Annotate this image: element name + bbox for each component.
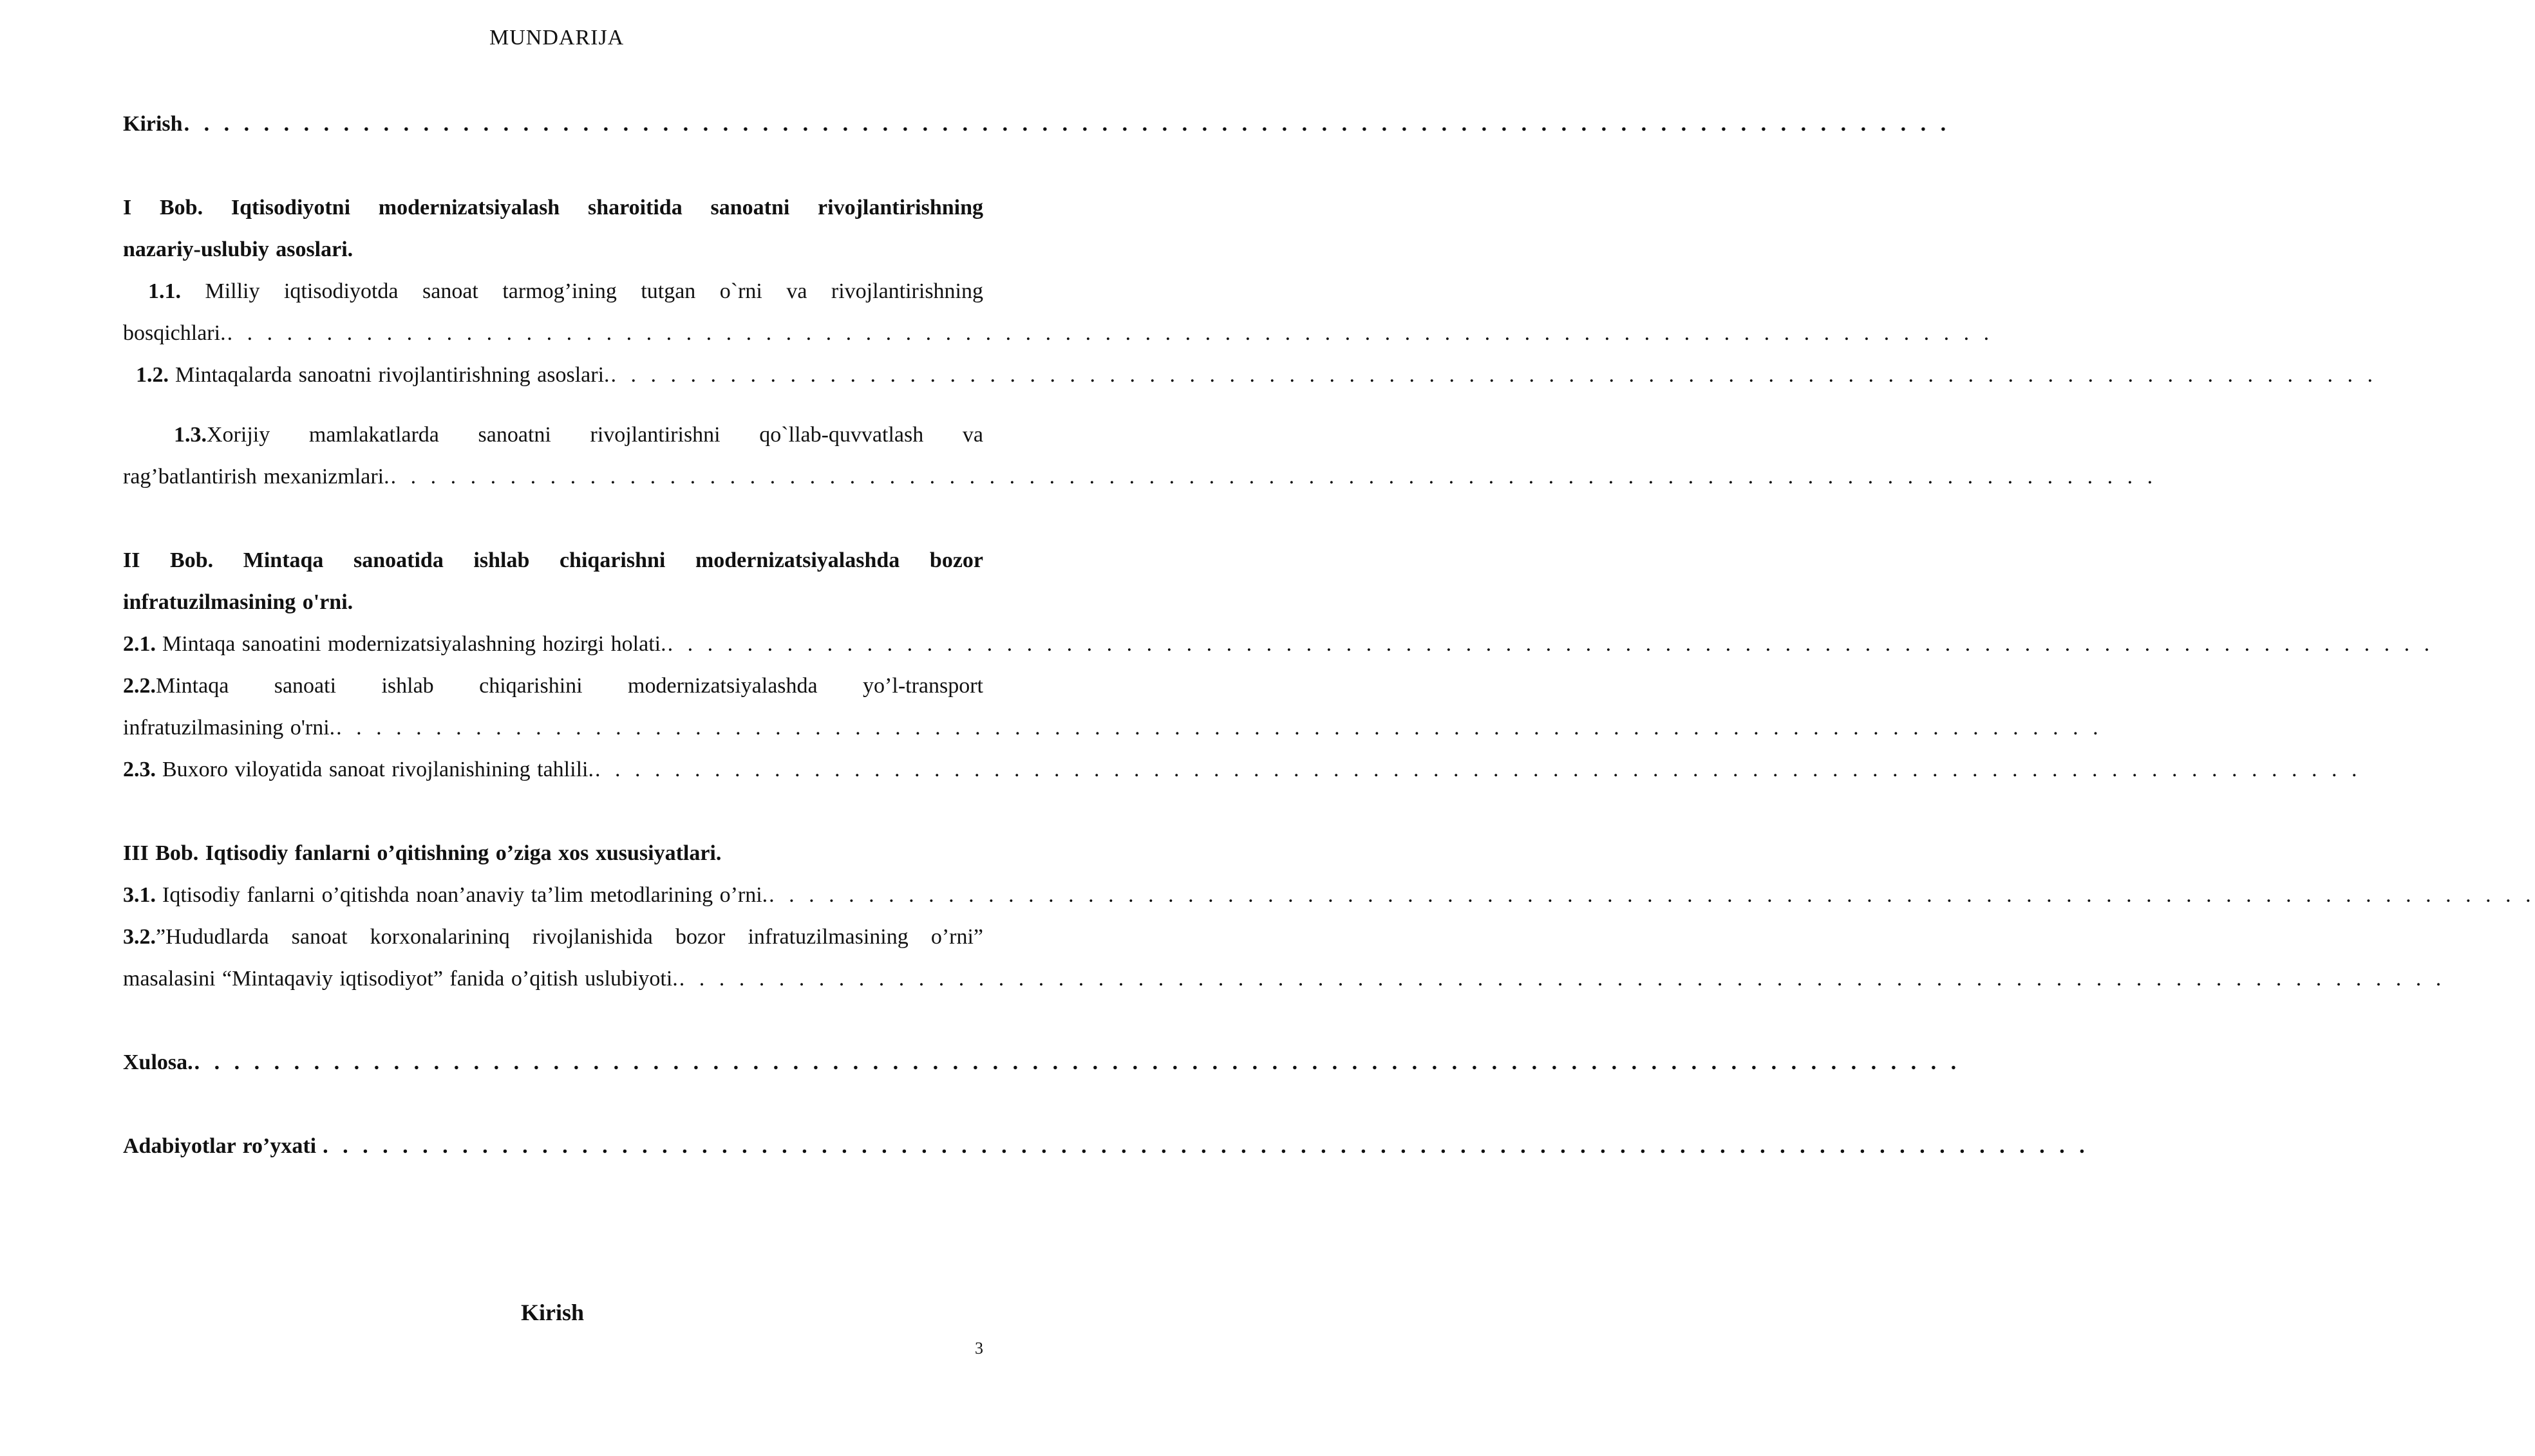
toc-leader-dots: . . . . . . . . . . . . . . . . . . . . . . . . . . . . . . . . . . . . . . . . . . . . . . . . . . . . . . . . . . . . . . . . . . . . . . . . . . . . . . . . . . . . . . . . . — [184, 112, 1950, 136]
toc-entry-label: Adabiyotlar ro’yxati — [123, 1134, 317, 1158]
toc-leader-dots: . . . . . . . . . . . . . . . . . . . . . . . . . . . . . . . . . . . . . . . . . . . . . . . . . . . . . . . . . . . . . . . . . . . . . . . . . . . . . . . . . . . . . . . . . — [679, 967, 2445, 991]
toc-section-number: 1.2. — [136, 363, 169, 387]
toc-entry-kirish — [123, 103, 1950, 145]
page-title: MUNDARIJA — [489, 26, 625, 50]
toc-section-title-cont: masalasini “Mintaqaviy iqtisodiyot” fanida o’qitish uslubiyoti. — [123, 967, 678, 991]
toc-chapter-1-heading-line-1: I Bob. Iqtisodiyotni modernizatsiyalash sharoitida sanoatni rivojlantirishning — [123, 196, 983, 219]
toc-leader-dots: . . . . . . . . . . . . . . . . . . . . . . . . . . . . . . . . . . . . . . . . . . . . . . . . . . . . . . . . . . . . . . . . . . . . . . . . . . . . . . . . . . . . . . . . . — [594, 758, 2361, 781]
toc-section-title: Milliy iqtisodiyotda sanoat tarmog’ining tutgan o`rni va rivojlantirishning — [205, 279, 983, 303]
toc-chapter-2-heading-line-2: infratuzilmasining o'rni. — [123, 590, 353, 614]
toc-entry-label: Xulosa. — [123, 1050, 193, 1074]
toc-section-title: Mintaqalarda sanoatni rivojlantirishning asoslari. — [175, 363, 610, 387]
toc-chapter-2-heading-line-1: II Bob. Mintaqa sanoatida ishlab chiqarishni modernizatsiyalashda bozor — [123, 548, 983, 572]
toc-leader-dots: . . . . . . . . . . . . . . . . . . . . . . . . . . . . . . . . . . . . . . . . . . . . . . . . . . . . . . . . . . . . . . . . . . . . . . . . . . . . . . . . . . . . . . . . . — [610, 363, 2377, 387]
toc-section-number: 3.2. — [123, 925, 156, 949]
toc-section-number: 2.1. — [123, 632, 156, 656]
toc-entry-2-2-cont — [123, 707, 2102, 749]
toc-entry-1-3-cont — [123, 456, 2157, 498]
toc-section-title: Iqtisodiy fanlarni o’qitishda noan’anaviy ta’lim metodlarining o’rni. — [162, 883, 768, 907]
toc-leader-dots: . . . . . . . . . . . . . . . . . . . . . . . . . . . . . . . . . . . . . . . . . . . . . . . . . . . . . . . . . . . . . . . . . . . . . . . . . . . . . . . . . . . . . . . . . — [227, 321, 1993, 345]
toc-entry-2-1 — [123, 623, 2434, 665]
toc-chapter-3-heading: III Bob. Iqtisodiy fanlarni o’qitishning o’ziga xos xususiyatlari. — [123, 841, 722, 865]
toc-leader-dots: . . . . . . . . . . . . . . . . . . . . . . . . . . . . . . . . . . . . . . . . . . . . . . . . . . . . . . . . . . . . . . . . . . . . . . . . . . . . . . . . . . . . . . . . . — [336, 716, 2102, 740]
section-heading-kirish: Kirish — [520, 1300, 584, 1325]
page-number: 3 — [975, 1339, 983, 1358]
toc-leader-dots: . . . . . . . . . . . . . . . . . . . . . . . . . . . . . . . . . . . . . . . . . . . . . . . . . . . . . . . . . . . . . . . . . . . . . . . . . . . . . . . . . . . . . . . . . — [390, 465, 2157, 489]
toc-section-number: 1.1. — [148, 279, 181, 303]
toc-section-title-cont: infratuzilmasining o'rni. — [123, 716, 335, 740]
toc-entry-1-3 — [174, 414, 983, 456]
toc-section-number: 2.2. — [123, 674, 156, 698]
toc-entry-2-3 — [123, 749, 2361, 790]
toc-leader-dots: . . . . . . . . . . . . . . . . . . . . . . . . . . . . . . . . . . . . . . . . . . . . . . . . . . . . . . . . . . . . . . . . . . . . . . . . . . . . . . . . . . . . . . . . . — [323, 1134, 2089, 1158]
toc-leader-dots: . . . . . . . . . . . . . . . . . . . . . . . . . . . . . . . . . . . . . . . . . . . . . . . . . . . . . . . . . . . . . . . . . . . . . . . . . . . . . . . . . . . . . . . . . — [769, 883, 2535, 907]
toc-entry-1-1-cont — [123, 312, 1993, 354]
toc-entry-label: Kirish — [123, 112, 183, 136]
toc-section-title-cont: bosqichlari. — [123, 321, 226, 345]
toc-section-title: Buxoro viloyatida sanoat rivojlanishining tahlili. — [162, 758, 594, 781]
toc-section-number: 2.3. — [123, 758, 156, 781]
toc-section-title: Xorijiy mamlakatlarda sanoatni rivojlantirishni qo`llab-quvvatlash va — [207, 423, 983, 447]
toc-section-title: ”Hududlarda sanoat korxonalarininq rivojlanishida bozor infratuzilmasining o’rni” — [156, 925, 983, 949]
toc-section-title-cont: rag’batlantirish mexanizmlari. — [123, 465, 390, 489]
toc-leader-dots: . . . . . . . . . . . . . . . . . . . . . . . . . . . . . . . . . . . . . . . . . . . . . . . . . . . . . . . . . . . . . . . . . . . . . . . . . . . . . . . . . . . . . . . . . — [194, 1050, 1961, 1074]
toc-section-title: Mintaqa sanoati ishlab chiqarishini modernizatsiyalashda yo’l-transport — [156, 674, 983, 698]
toc-section-number: 1.3. — [174, 423, 207, 447]
toc-entry-2-2 — [123, 665, 983, 707]
toc-entry-3-2 — [123, 916, 983, 958]
toc-chapter-1-heading-line-2: nazariy-uslubiy asoslari. — [123, 238, 353, 261]
toc-entry-1-1 — [148, 270, 983, 312]
toc-section-title: Mintaqa sanoatini modernizatsiyalashning hozirgi holati. — [162, 632, 666, 656]
toc-entry-3-2-cont — [123, 958, 2445, 1000]
toc-leader-dots: . . . . . . . . . . . . . . . . . . . . . . . . . . . . . . . . . . . . . . . . . . . . . . . . . . . . . . . . . . . . . . . . . . . . . . . . . . . . . . . . . . . . . . . . . — [667, 632, 2434, 656]
toc-entry-xulosa — [123, 1041, 1961, 1083]
toc-section-number: 3.1. — [123, 883, 156, 907]
toc-entry-1-2 — [136, 354, 2377, 396]
toc-entry-3-1 — [123, 874, 2535, 916]
toc-entry-adabiyotlar — [123, 1125, 2089, 1167]
